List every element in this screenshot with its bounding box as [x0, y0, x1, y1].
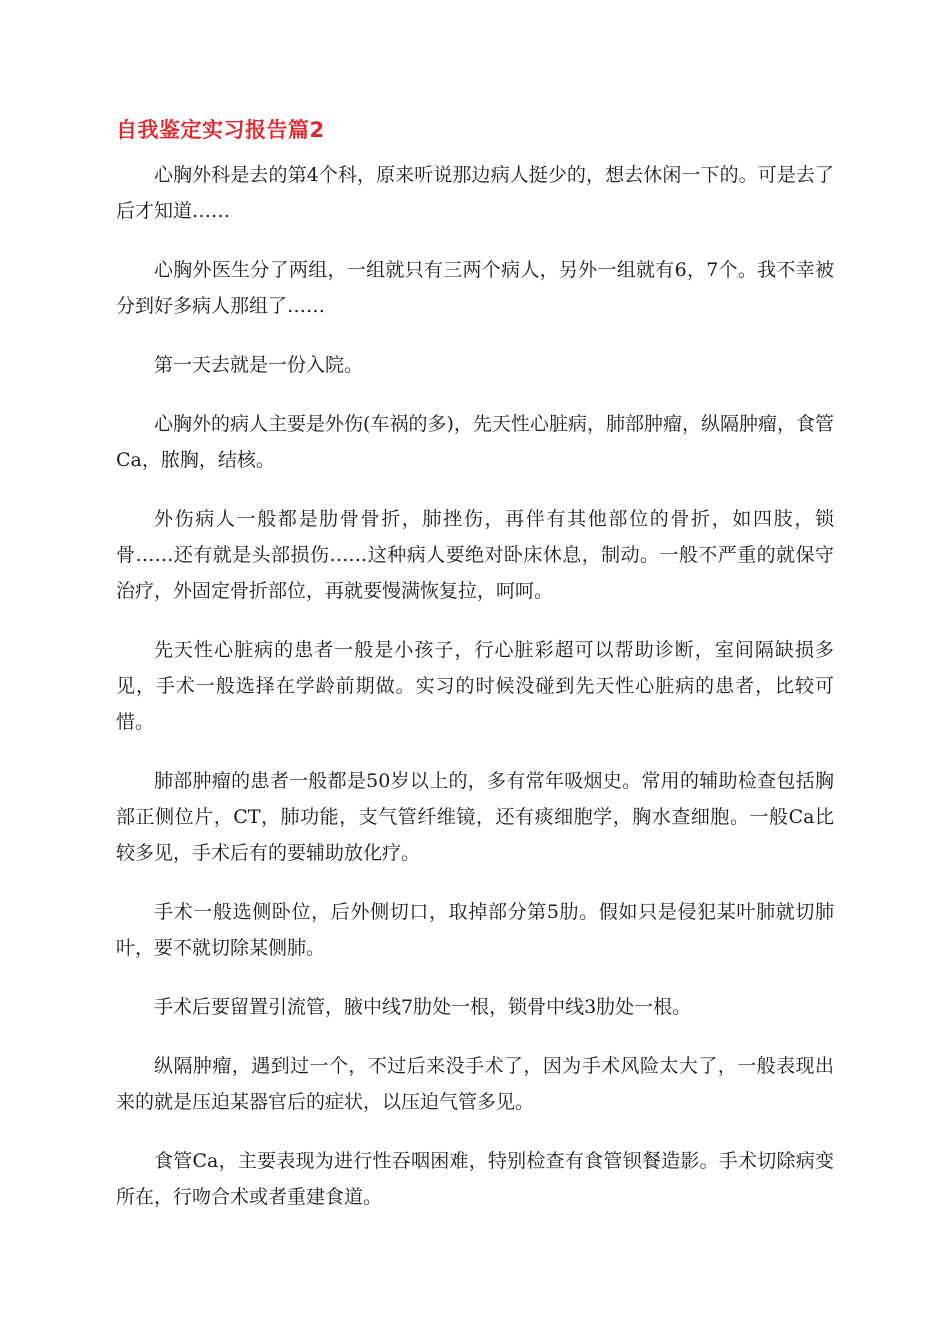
paragraph-7: 肺部肿瘤的患者一般都是50岁以上的，多有常年吸烟史。常用的辅助检查包括胸部正侧位片，CT，肺功能，支气管纤维镜，还有痰细胞学，胸水查细胞。一般Ca比较多见，手术后有的要辅助放化疗。 [116, 770, 834, 864]
paragraph-5: 外伤病人一般都是肋骨骨折，肺挫伤，再伴有其他部位的骨折，如四肢，锁骨……还有就是头部损伤……这种病人要绝对卧床休息，制动。一般不严重的就保守治疗，外固定骨折部位，再就要慢满恢复拉，呵呵。 [116, 508, 834, 602]
paragraph-2: 心胸外医生分了两组，一组就只有三两个病人，另外一组就有6，7个。我不幸被分到好多病人那组了…… [116, 259, 834, 317]
document-title: 自我鉴定实习报告篇2 [116, 118, 325, 142]
paragraph-3: 第一天去就是一份入院。 [154, 354, 364, 376]
paragraph-8: 手术一般选侧卧位，后外侧切口，取掉部分第5肋。假如只是侵犯某叶肺就切肺叶，要不就切除某侧肺。 [116, 901, 834, 959]
paragraph-9: 手术后要留置引流管，腋中线7肋处一根，锁骨中线3肋处一根。 [154, 996, 692, 1018]
paragraph-6: 先天性心脏病的患者一般是小孩子，行心脏彩超可以帮助诊断，室间隔缺损多见，手术一般选择在学龄前期做。实习的时候没碰到先天性心脏病的患者，比较可惜。 [116, 639, 834, 733]
paragraph-1: 心胸外科是去的第4个科，原来听说那边病人挺少的，想去休闲一下的。可是去了后才知道…… [116, 164, 834, 222]
document-body [116, 157, 834, 1238]
paragraph-10: 纵隔肿瘤，遇到过一个，不过后来没手术了，因为手术风险太大了，一般表现出来的就是压迫某器官后的症状，以压迫气管多见。 [116, 1055, 834, 1113]
paragraph-4: 心胸外的病人主要是外伤(车祸的多)，先天性心脏病，肺部肿瘤，纵隔肿瘤，食管Ca，脓胸，结核。 [116, 413, 834, 471]
paragraph-11: 食管Ca，主要表现为进行性吞咽困难，特别检查有食管钡餐造影。手术切除病变所在，行吻合术或者重建食道。 [116, 1150, 834, 1208]
